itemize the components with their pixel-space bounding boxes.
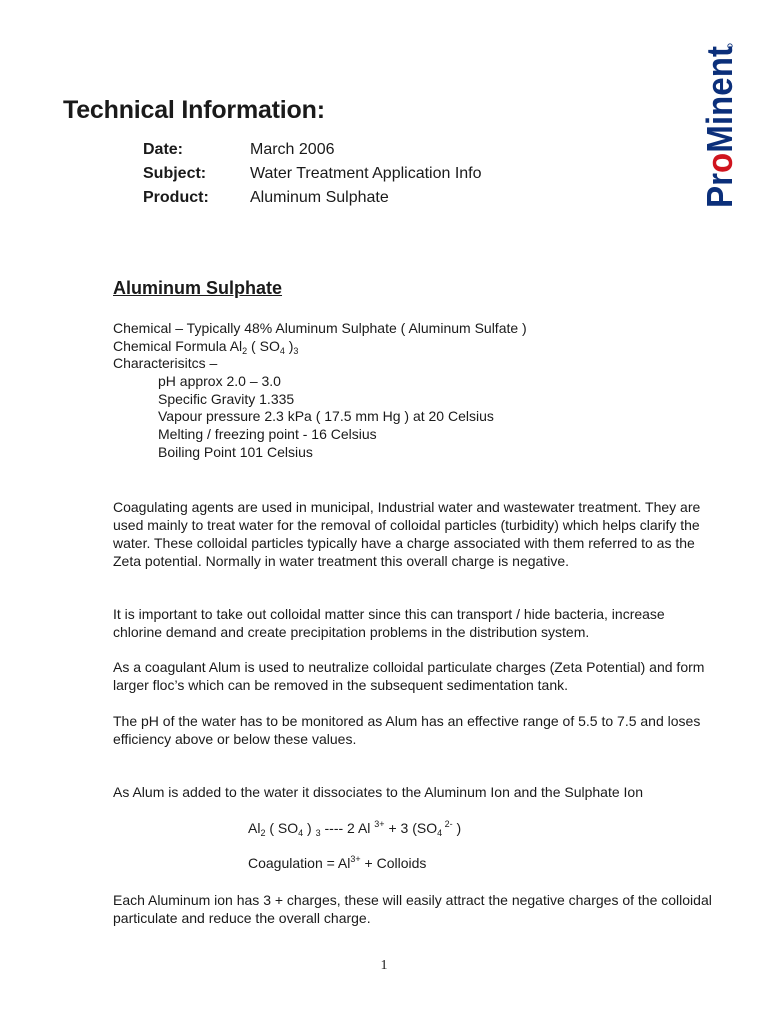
meta-product-label: Product: xyxy=(143,189,209,206)
eq-sup: 3+ xyxy=(350,854,361,864)
formula-sub: 4 xyxy=(279,345,285,356)
meta-subject-label: Subject: xyxy=(143,165,207,182)
formula-sub: 3 xyxy=(293,345,299,356)
paragraph-coagulant: As a coagulant Alum is used to neutralize colloidal particulate charges (Zeta Potential) and form larger floc’s which can be removed in the subsequent sedimentation tank. xyxy=(113,659,705,693)
eq-sub: 2 xyxy=(260,828,266,838)
eq-part: Coagulation = Al xyxy=(248,855,351,871)
paragraph-ph: The pH of the water has to be monitored as Alum has an effective range of 5.5 to 7.5 and loses efficiency above or below these values. xyxy=(113,713,701,747)
meta-product-value: Aluminum Sulphate xyxy=(250,189,389,206)
eq-sub: 4 xyxy=(298,828,304,838)
eq-part: ) xyxy=(452,820,462,836)
eq-part: + Colloids xyxy=(360,855,427,871)
spec-item: Vapour pressure 2.3 kPa ( 17.5 mm Hg ) at 20 Celsius xyxy=(158,408,494,425)
prominent-logo xyxy=(690,40,740,210)
paragraph-dissociation: As Alum is added to the water it dissociates to the Aluminum Ion and the Sulphate Ion xyxy=(113,784,643,800)
spec-item: Melting / freezing point - 16 Celsius xyxy=(158,426,377,443)
page-title: Technical Information: xyxy=(63,96,325,124)
eq-sup: 3+ xyxy=(374,819,385,829)
meta-date xyxy=(143,138,482,162)
equation-dissociation xyxy=(248,819,461,838)
formula-part: ) xyxy=(284,337,294,354)
spec-characteristics-label: Characterisitcs – xyxy=(113,355,218,372)
eq-sub: 4 xyxy=(437,828,443,838)
paragraph-closing: Each Aluminum ion has 3 + charges, these will easily attract the negative charges of the colloidal particulate and reduce the overall charge. xyxy=(113,892,712,926)
meta-date-value: March 2006 xyxy=(250,141,335,158)
paragraph-coagulating-agents: Coagulating agents are used in municipal, Industrial water and wastewater treatment. They are used mainly to treat water for the removal of colloidal particles (turbidity) which helps clarify the water. These colloidal particles typically have a charge associated with them referred to as the Zeta potential. Normally in water treatment this overall charge is negative. xyxy=(113,499,701,569)
eq-part: ---- 2 Al xyxy=(320,820,375,836)
spec-item: Specific Gravity 1.335 xyxy=(158,390,295,407)
eq-sub: 3 xyxy=(315,828,321,838)
eq-sup: 2- xyxy=(442,819,453,829)
eq-part: + 3 (SO xyxy=(384,820,438,836)
meta-subject xyxy=(143,162,482,186)
document-meta xyxy=(143,138,482,210)
logo-wordmark: ProMinent xyxy=(699,45,740,208)
section-heading: Aluminum Sulphate xyxy=(113,278,283,298)
meta-product xyxy=(143,186,482,210)
equation-coagulation xyxy=(248,854,426,871)
spec-formula xyxy=(113,337,713,355)
formula-part: ( SO xyxy=(247,337,280,354)
spec-item: pH approx 2.0 – 3.0 xyxy=(158,373,281,390)
eq-part: Al xyxy=(248,820,261,836)
page-number: 1 xyxy=(380,958,388,973)
spec-item: Boiling Point 101 Celsius xyxy=(158,443,313,460)
meta-date-label: Date: xyxy=(143,141,184,158)
meta-subject-value: Water Treatment Application Info xyxy=(250,165,482,182)
formula-sub: 2 xyxy=(242,345,248,356)
eq-part: ) xyxy=(303,820,316,836)
spec-chemical: Chemical – Typically 48% Aluminum Sulphate ( Aluminum Sulfate ) xyxy=(113,320,527,336)
paragraph-colloidal-matter: It is important to take out colloidal matter since this can transport / hide bacteria, increase chlorine demand and create precipitation problems in the distribution system. xyxy=(113,606,665,640)
spec-block xyxy=(113,319,713,461)
formula-part: Chemical Formula Al xyxy=(113,337,243,354)
eq-part: ( SO xyxy=(265,820,299,836)
